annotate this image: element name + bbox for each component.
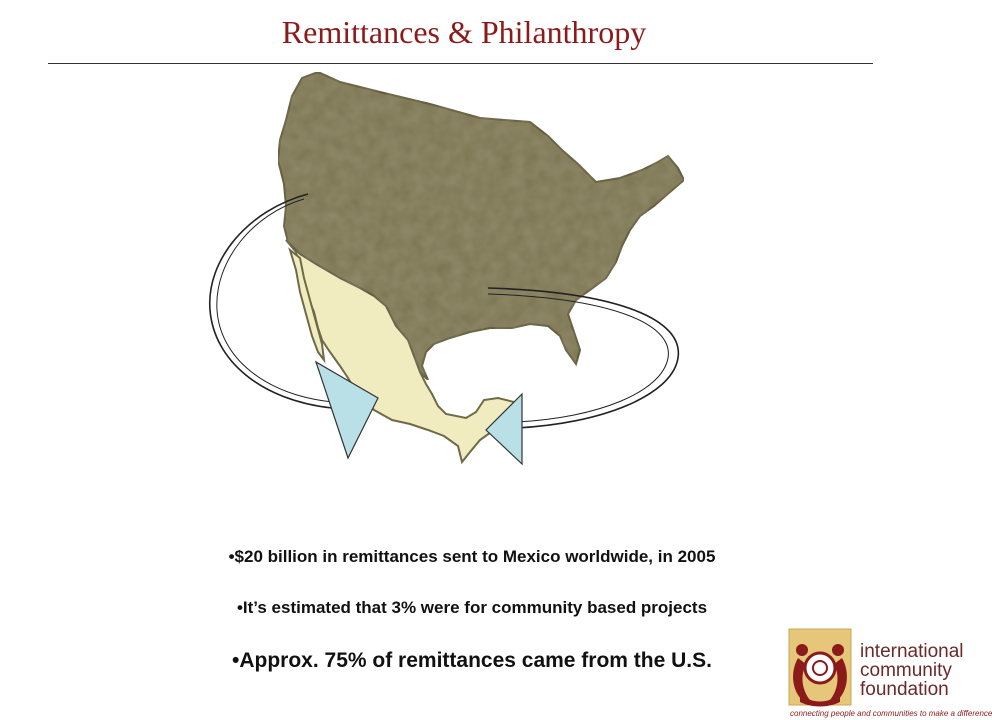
icf-name-line-3: foundation bbox=[860, 679, 949, 700]
icf-name bbox=[860, 642, 964, 699]
icf-name-line-2: community bbox=[860, 660, 952, 681]
icf-name-line-1: international bbox=[860, 641, 964, 662]
icf-emblem-icon bbox=[788, 628, 852, 706]
bullet-remittances-total: •$20 billion in remittances sent to Mexico worldwide, in 2005 bbox=[228, 547, 716, 566]
icf-tagline: connecting people and communities to make a difference bbox=[790, 709, 992, 718]
bullet-us-share: •Approx. 75% of remittances came from the U.S. bbox=[232, 649, 712, 672]
bullet-community-projects: •It’s estimated that 3% were for community based projects bbox=[236, 598, 708, 617]
slide-title: Remittances & Philanthropy bbox=[281, 14, 647, 50]
icf-logo bbox=[788, 628, 992, 720]
